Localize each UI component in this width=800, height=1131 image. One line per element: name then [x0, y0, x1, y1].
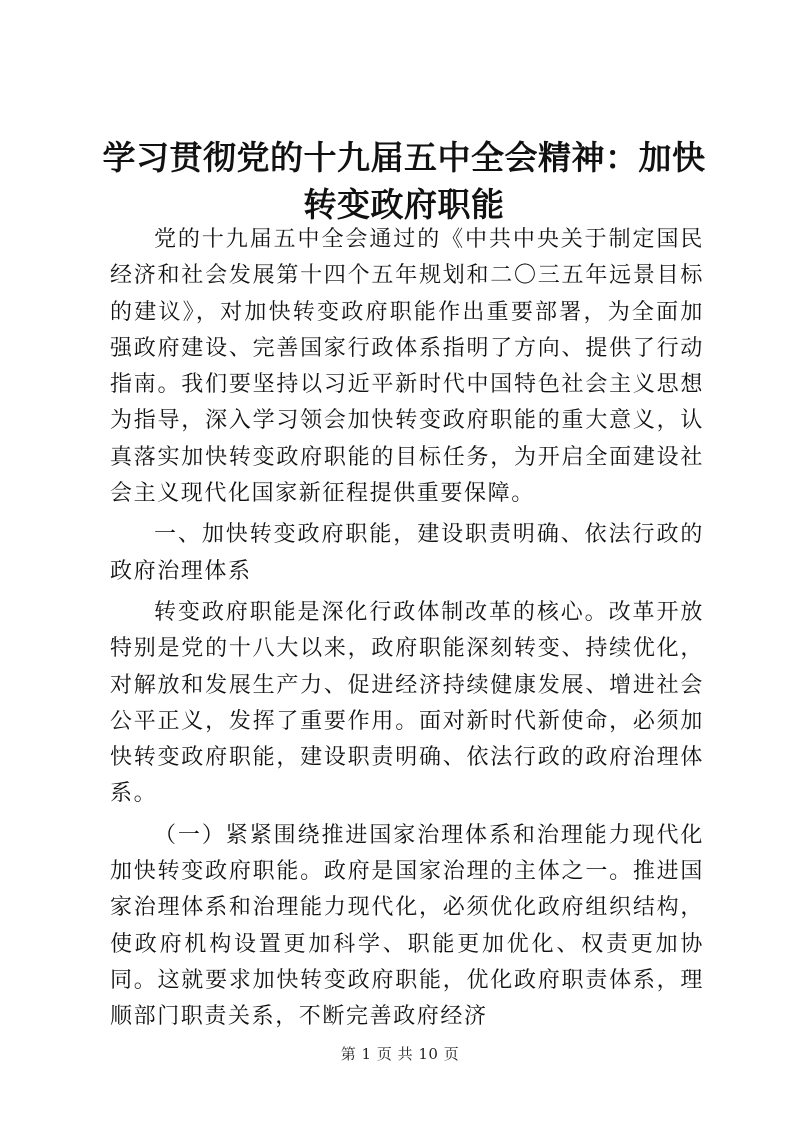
section-heading-1: 一、加快转变政府职能，建设职责明确、依法行政的政府治理体系 [110, 522, 704, 584]
section-1-paragraph: 转变政府职能是深化行政体制改革的核心。改革开放特别是党的十八大以来，政府职能深刻转变、持续优化，对解放和发展生产力、促进经济持续健康发展、增进社会公平正义，发挥了重要作用。面对新时代新使命，必须加快转变政府职能，建设职责明确、依法行政的政府治理体系。 [110, 599, 704, 807]
page-footer: 第 1 页 共 10 页 [340, 1045, 460, 1063]
intro-paragraph: 党的十九届五中全会通过的《中共中央关于制定国民经济和社会发展第十四个五年规划和二〇三五年远景目标的建议》，对加快转变政府职能作出重要部署，为全面加强政府建设、完善国家行政体系指明了方向、提供了行动指南。我们要坚持以习近平新时代中国特色社会主义思想为指导，深入学习领会加快转变政府职能的重大意义，认真落实加快转变政府职能的目标任务，为开启全面建设社会主义现代化国家新征程提供重要保障。 [110, 227, 704, 507]
document-body [110, 222, 704, 1036]
subsection-1-paragraph: （一）紧紧围绕推进国家治理体系和治理能力现代化加快转变政府职能。政府是国家治理的主体之一。推进国家治理体系和治理能力现代化，必须优化政府组织结构，使政府机构设置更加科学、职能更加优化、权责更加协同。这就要求加快转变政府职能，优化政府职责体系，理顺部门职责关系，不断完善政府经济 [110, 822, 704, 1030]
document-title: 学习贯彻党的十九届五中全会精神：加快转变政府职能 [102, 138, 706, 224]
